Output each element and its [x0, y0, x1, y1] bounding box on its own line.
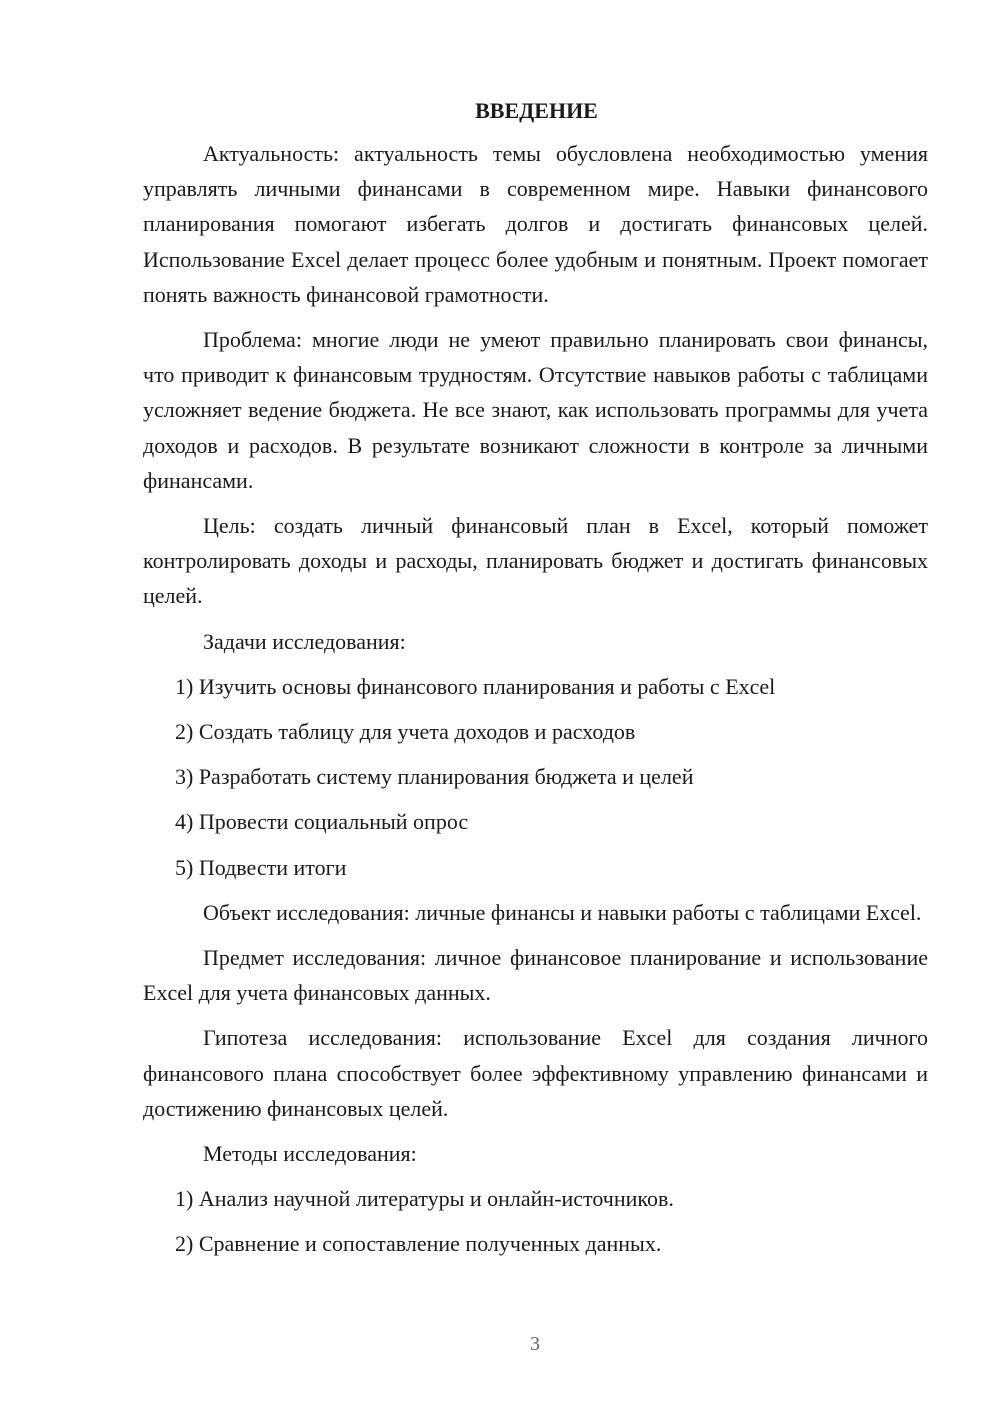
relevance-paragraph: Актуальность: актуальность темы обусловлена необходимостью умения управлять личными финансами в современном мире. Навыки финансового планирования помогают избегать долгов и достигать финансовых целей. Использование Excel делает процесс более удобным и понятным. Проект помогает понять важность финансовой грамотности.	[143, 141, 928, 307]
method-item-1: 1) Анализ научной литературы и онлайн-источников.	[175, 1186, 674, 1212]
document-page	[143, 96, 928, 1272]
task-item-4: 4) Провести социальный опрос	[175, 809, 469, 835]
hypothesis-paragraph: Гипотеза исследования: использование Excel для создания личного финансового плана способствует более эффективному управлению финансами и достижению финансовых целей.	[143, 1025, 928, 1121]
task-item-2: 2) Создать таблицу для учета доходов и расходов	[175, 719, 636, 745]
page-number: 3	[530, 1333, 540, 1355]
methods-heading: Методы исследования:	[203, 1141, 417, 1167]
tasks-heading: Задачи исследования:	[203, 628, 406, 654]
task-item-3: 3) Разработать систему планирования бюджета и целей	[175, 764, 694, 790]
task-item-1: 1) Изучить основы финансового планирования и работы с Excel	[175, 673, 776, 699]
goal-paragraph: Цель: создать личный финансовый план в Excel, который поможет контролировать доходы и расходы, планировать бюджет и достигать финансовых целей.	[143, 513, 928, 609]
method-item-2: 2) Сравнение и сопоставление полученных данных.	[175, 1231, 662, 1257]
problem-paragraph: Проблема: многие люди не умеют правильно планировать свои финансы, что приводит к финансовым трудностям. Отсутствие навыков работы с таблицами усложняет ведение бюджета. Не все знают, как использовать программы для учета доходов и расходов. В результате возникают сложности в контроле за личными финансами.	[143, 327, 928, 493]
section-heading: ВВЕДЕНИЕ	[475, 98, 598, 123]
task-item-5: 5) Подвести итоги	[175, 854, 347, 880]
subject-paragraph: Предмет исследования: личное финансовое планирование и использование Excel для учета финансовых данных.	[143, 945, 928, 1006]
object-paragraph: Объект исследования: личные финансы и навыки работы с таблицами Excel.	[203, 899, 922, 925]
